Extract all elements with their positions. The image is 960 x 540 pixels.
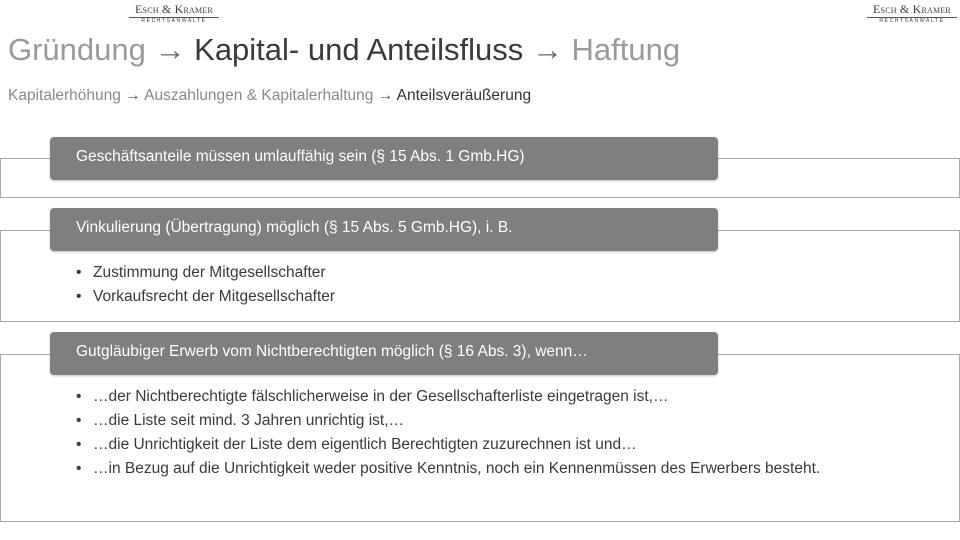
- section-heading-vinkulierung: Vinkulierung (Übertragung) möglich (§ 15 Abs. 5 Gmb.HG), i. B.: [50, 208, 718, 251]
- bullet-list-gutglaeubiger-erwerb: [76, 385, 876, 481]
- page-title: [8, 30, 680, 70]
- title-step-kapital: Kapital- und Anteilsfluss: [194, 32, 524, 67]
- breadcrumb: [8, 86, 531, 106]
- arrow-right-icon: →: [531, 32, 563, 67]
- list-item: • …die Liste seit mind. 3 Jahren unrichtig ist,…: [76, 409, 876, 433]
- logo-right: [867, 3, 957, 25]
- section-heading-umlauffaehigkeit: Geschäftsanteile müssen umlauffähig sein (§ 15 Abs. 1 Gmb.HG): [50, 137, 718, 180]
- logo-subtitle: RECHTSANWÄLTE: [141, 18, 207, 24]
- list-item: • …der Nichtberechtigte fälschlicherweise in der Gesellschafterliste eingetragen ist,…: [76, 385, 876, 409]
- title-step-gruendung: Gründung: [8, 32, 146, 67]
- logo-subtitle: RECHTSANWÄLTE: [879, 18, 945, 24]
- logo-name: Esch & Kramer: [135, 2, 213, 16]
- logo-left: [129, 3, 219, 25]
- breadcrumb-kapitalerhoehung: Kapitalerhöhung: [8, 87, 121, 104]
- breadcrumb-auszahlungen: Auszahlungen & Kapitalerhaltung: [144, 87, 374, 104]
- breadcrumb-anteilsveraeusserung: Anteilsveräußerung: [396, 87, 532, 104]
- arrow-right-icon: →: [125, 87, 141, 104]
- list-item: • Vorkaufsrecht der Mitgesellschafter: [76, 285, 876, 309]
- list-item: • …die Unrichtigkeit der Liste dem eigentlich Berechtigten zuzurechnen ist und…: [76, 433, 876, 457]
- logo-name: Esch & Kramer: [873, 2, 951, 16]
- arrow-right-icon: →: [377, 87, 394, 104]
- bullet-list-vinkulierung: [76, 261, 876, 309]
- title-step-haftung: Haftung: [571, 32, 681, 67]
- section-heading-gutglaeubiger-erwerb: Gutgläubiger Erwerb vom Nichtberechtigten möglich (§ 16 Abs. 3), wenn…: [50, 332, 718, 375]
- list-item: • …in Bezug auf die Unrichtigkeit weder positive Kenntnis, noch ein Kennenmüssen des Erwerbers besteht.: [76, 457, 876, 481]
- arrow-right-icon: →: [154, 32, 186, 67]
- list-item: • Zustimmung der Mitgesellschafter: [76, 261, 876, 285]
